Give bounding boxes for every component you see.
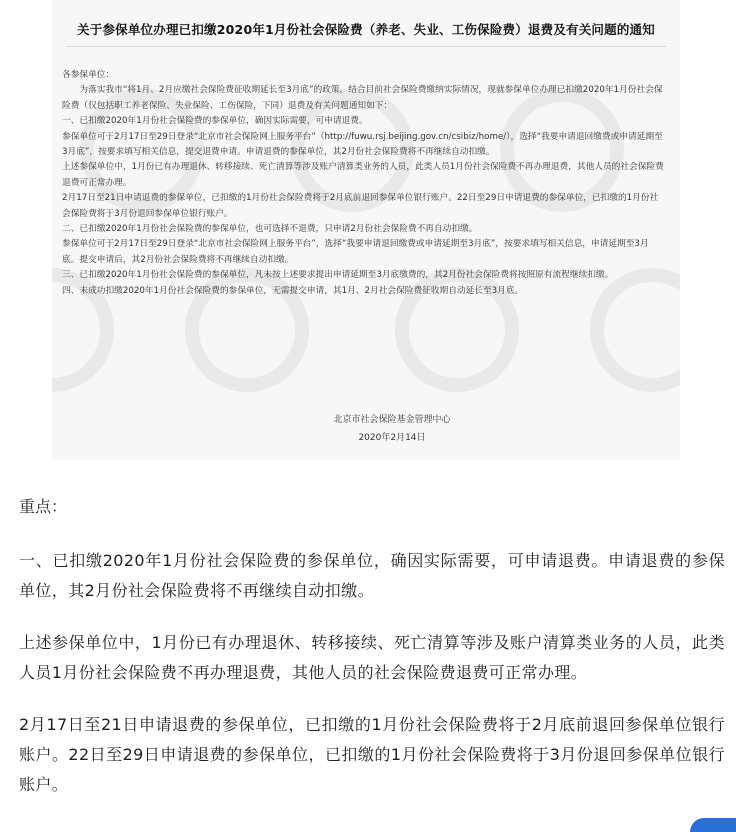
article-paragraph: 上述参保单位中，1月份已有办理退休、转移接续、死亡清算等涉及账户清算类业务的人员，此类人员1月份社会保险费不再办理退费，其他人员的社会保险费退费可正常办理。	[19, 633, 725, 682]
notice-paragraph: 四、未成功扣缴2020年1月份社会保险费的参保单位，无需提交申请，其1月、2月社会保险费征收期自动延长至3月底。	[62, 285, 524, 296]
notice-image	[52, 0, 680, 460]
article-paragraph: 一、已扣缴2020年1月份社会保险费的参保单位，确因实际需要，可申请退费。申请退费的参保单位，其2月份社会保险费将不再继续自动扣缴。	[19, 551, 725, 600]
notice-paragraph: 参保单位可于2月17日至29日登录“北京市社会保险网上服务平台”，选择“我要申请退回缴费或申请延期至3月底”，按要求填写相关信息，申请延期至3月底。提交申请后，其2月份社会保险费将不再继续自动扣缴。	[62, 239, 649, 265]
key-points-label: 重点：	[19, 497, 68, 516]
notice-paragraph: 参保单位可于2月17日至29日登录“北京市社会保险网上服务平台”（http://fuwu.rsj.beijing.gov.cn/csibiz/home/），选择“我要申请退回缴费或申请延期至3月底”，按要求填写相关信息，提交退费申请。申请退费的参保单位，其2月份社会保险费将不再继续自动扣缴。	[62, 131, 663, 158]
floating-action-button[interactable]	[690, 818, 736, 832]
notice-salutation: 各参保单位：	[62, 70, 115, 80]
notice-paragraph: 三、已扣缴2020年1月份社会保险费的参保单位，凡未按上述要求提出申请延期至3月底缴费的，其2月份社会保险费将按照原有流程继续扣缴。	[62, 270, 614, 281]
notice-paragraph: 为落实我市“将1月、2月应缴社会保险费征收期延长至3月底”的政策，结合目前社会保险费缴纳实际情况，现就参保单位办理已扣缴2020年1月份社会保险费（仅包括职工养老保险、失业保险、工伤保险，下同）退费及有关问题通知如下：	[62, 85, 663, 111]
notice-paragraph: 2月17日至21日申请退费的参保单位，已扣缴的1月份社会保险费将于2月底前退回参保单位银行账户。22日至29日申请退费的参保单位，已扣缴的1月份社会保险费将于3月份退回参保单位银行账户。	[62, 193, 659, 219]
article-body	[19, 496, 725, 800]
article-paragraph: 2月17日至21日申请退费的参保单位，已扣缴的1月份社会保险费将于2月底前退回参保单位银行账户。22日至29日申请退费的参保单位，已扣缴的1月份社会保险费将于3月份退回参保单位银行账户。	[19, 715, 725, 794]
notice-body	[62, 68, 664, 299]
title-divider	[66, 46, 666, 47]
notice-paragraph: 一、已扣缴2020年1月份社会保险费的参保单位，确因实际需要，可申请退费。	[62, 116, 368, 127]
notice-title: 关于参保单位办理已扣缴2020年1月份社会保险费（养老、失业、工伤保险费）退费及有关问题的通知	[77, 22, 655, 37]
notice-sender: 北京市社会保险基金管理中心	[333, 415, 451, 425]
notice-paragraph: 上述参保单位中，1月份已有办理退休、转移接续、死亡清算等涉及账户清算类业务的人员，此类人员1月份社会保险费不再办理退费，其他人员的社会保险费退费可正常办理。	[62, 162, 664, 188]
notice-date: 2020年2月14日	[358, 433, 426, 443]
notice-paragraph: 二、已扣缴2020年1月份社会保险费的参保单位，也可选择不退费，只申请2月份社会保险费不再自动扣缴。	[62, 224, 478, 235]
